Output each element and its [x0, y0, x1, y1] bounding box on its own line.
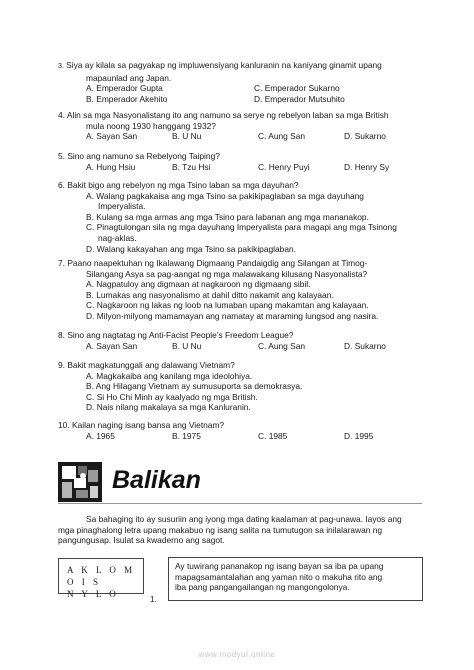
question-line: Silangang Asya sa pag-aangat ng mga malawakang kilusang Nasyonalista? [86, 268, 368, 279]
section-title: Balikan [112, 466, 201, 494]
question-line: Bakit bigo ang rebelyon ng mga Tsino laban sa mga dayuhan? [67, 180, 299, 190]
option-b: B. Ang Hilagang Vietnam ay sumusuporta sa demokrasya. [86, 381, 303, 392]
option-a: A. 1965 [86, 430, 115, 441]
question-number: 9. [58, 360, 65, 370]
option-d: D. Henry Sy [344, 161, 390, 172]
intro-line: mga pinaghalong letra upang makabuo ng isang salita na tumutugon sa inilalarawan ng [58, 524, 383, 535]
option-c: C. Henry Puyi [258, 161, 310, 172]
option-d: D. Nais nilang makalaya sa mga Kanluranin. [86, 402, 251, 413]
question-line: Kailan naging isang bansa ang Vietnam? [71, 420, 225, 430]
option-d: D. Walang kakayahan ang mga Tsino sa pakikipaglaban. [86, 243, 296, 254]
option-a: A. Emperador Gupta [86, 83, 163, 94]
option-c: C. Pinagtulongan sila ng mga dayuhang Imperyalista para magapi ang mga Tsinong [86, 222, 397, 233]
option-c: C. 1985 [258, 430, 288, 441]
option-b: B. U Nu [172, 340, 202, 351]
option-b: B. Kulang sa mga armas ang mga Tsino para labanan ang mga mananakop. [86, 211, 369, 222]
options-row [58, 131, 428, 142]
options-row [58, 431, 428, 442]
option-b: B. U Nu [172, 131, 202, 142]
option-b: B. 1975 [172, 430, 201, 441]
option-b: B. Emperador Akehito [86, 93, 168, 104]
options-row [58, 162, 428, 173]
option-d: D. Emperador Mutsuhito [254, 93, 345, 104]
definition-box [168, 557, 423, 601]
option-c-cont: nag-aklas. [98, 232, 137, 243]
question-number: 10. [58, 420, 70, 430]
question-9-text [58, 360, 428, 371]
question-9 [58, 360, 428, 413]
question-5-text [58, 151, 428, 162]
option-a: A. Hung Hsiu [86, 161, 136, 172]
definition-line: iba pang pangangailangan ng mangongolonya. [175, 582, 350, 593]
question-number: 6. [58, 180, 65, 190]
question-line: Bakit magkatunggali ang dalawang Vietnam? [67, 360, 235, 370]
option-a: A. Sayan San [86, 131, 138, 142]
option-d: D. Sukarno [344, 340, 386, 351]
question-line: mula noong 1930 hanggang 1932? [86, 120, 216, 131]
options-row [58, 341, 428, 352]
question-4 [58, 110, 428, 142]
option-b: B. Lumakas ang nasyonalismo at dahil ditto nakamit ang kalayaan. [86, 289, 334, 300]
option-c: C. Emperador Sukarno [254, 83, 340, 94]
question-line: Alin sa mga Nasyonalistang ito ang namuno sa serye ng rebelyon laban sa mga British [66, 110, 389, 120]
question-6-text [58, 180, 428, 191]
options-row [58, 94, 428, 105]
option-c: C. Aung San [258, 131, 306, 142]
question-3-text [58, 60, 428, 73]
watermark: www.modyul.online [198, 650, 276, 659]
question-number: 4. [58, 110, 65, 120]
puzzle-icon [58, 462, 102, 502]
question-3 [58, 60, 428, 104]
question-line: Sino ang nagtatag ng Anti-Facist People’s Freedom League? [67, 330, 294, 340]
exercise-number: 1. [150, 595, 157, 604]
question-7 [58, 258, 428, 322]
question-6 [58, 180, 428, 254]
scrambled-word-box [58, 558, 144, 599]
option-c: C. Aung San [258, 340, 306, 351]
question-10 [58, 420, 428, 441]
question-number: 3. [58, 63, 64, 70]
intro-line: Sa bahaging ito ay susuriin ang iyong mga dating kaalaman at pag-unawa. Iayos ang [86, 514, 402, 524]
option-a: A. Sayan San [86, 340, 138, 351]
question-line: Paano naapektuhan ng Ikalawang Digmaang Pandaigdig ang Silangan at Timog- [67, 258, 368, 268]
option-d: D. Sukarno [344, 131, 386, 142]
question-5 [58, 151, 428, 172]
question-number: 5. [58, 151, 65, 161]
question-number: 7. [58, 258, 65, 268]
section-divider [58, 503, 422, 504]
option-c: C. Si Ho Chi Minh ay kaalyado ng mga British. [86, 391, 258, 402]
question-number: 8. [58, 330, 65, 340]
question-line: Siya ay kilala sa pagyakap ng impluwensiyang kanluranin na kaniyang ginamit upang [66, 60, 382, 70]
scrambled-line: N Y L O [67, 589, 119, 599]
section-intro [58, 514, 422, 546]
question-8 [58, 330, 428, 351]
option-b: B. Tzu Hsi [172, 161, 211, 172]
option-a: A. Walang pagkakaisa ang mga Tsino sa pakikipaglaban sa mga dayuhang [86, 190, 364, 201]
option-a: A. Nagpatuloy ang digmaan at nagkaroon ng digmaang sibil. [86, 279, 311, 290]
question-line: Sino ang namuno sa Rebelyong Taiping? [67, 151, 220, 161]
option-a-cont: Imperyalista. [98, 201, 146, 212]
question-8-text [58, 330, 428, 341]
question-10-text [58, 420, 428, 431]
option-d: D. 1995 [344, 430, 374, 441]
definition-line: Ay tuwirang pananakop ng isang bayan sa iba pa upang [175, 561, 384, 571]
question-line: mapaunlad ang Japan. [86, 72, 172, 83]
options-row [58, 83, 428, 94]
question-7-text [58, 258, 428, 269]
option-c: C. Nagkaroon ng lakas ng loob na lumaban upang makamtan ang kalayaan. [86, 300, 369, 311]
option-a: A. Magkakaiba ang kanilang mga ideolohiya. [86, 370, 253, 381]
intro-line: pangungusap. Isulat sa kwaderno ang sagot. [58, 535, 225, 546]
question-4-text [58, 110, 428, 121]
scrambled-line: A K L O M O I S [67, 565, 136, 587]
option-d: D. Milyon-milyong mamamayan ang namatay at maraming lungsod ang nasira. [86, 310, 379, 321]
definition-line: mapagsamantalahan ang yaman nito o makuha rito ang [175, 571, 383, 582]
